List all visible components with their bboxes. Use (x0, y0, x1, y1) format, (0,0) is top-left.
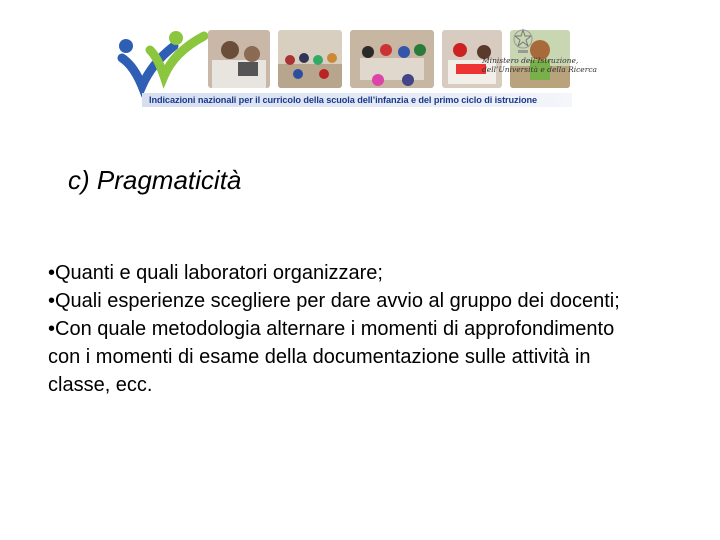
ministry-line: Ministero dell’Istruzione, (482, 56, 579, 65)
ministry-line: dell’Università e della Ricerca (482, 65, 598, 74)
bullet-item: •Quali esperienze scegliere per dare avvio al gruppo dei docenti; (48, 290, 620, 312)
italian-emblem-icon (512, 28, 534, 56)
classroom-photo (208, 30, 270, 88)
bullet-list (48, 259, 628, 399)
bullet-item: •Con quale metodologia alternare i momenti di approfondimento con i momenti di esame della documentazione sulle attività in classe, ecc. (48, 318, 615, 396)
slide-heading: c) Pragmaticità (68, 165, 242, 195)
bullet-item: •Quanti e quali laboratori organizzare; (48, 262, 383, 284)
classroom-photo (278, 30, 342, 88)
header-banner (112, 22, 598, 114)
classroom-photo (350, 30, 434, 88)
ministry-name (482, 56, 598, 74)
banner-caption: Indicazioni nazionali per il curricolo della scuola dell’infanzia e del primo ciclo di istruzione (149, 95, 537, 105)
